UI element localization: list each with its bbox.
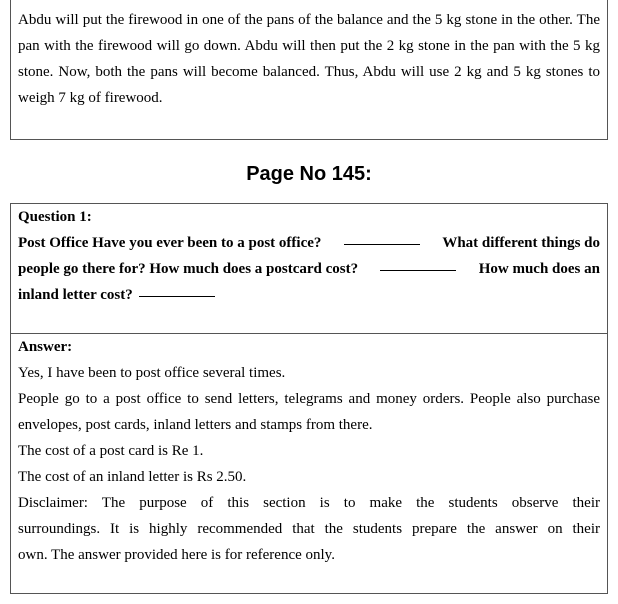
question-content: [18, 204, 600, 308]
answer-blank: [344, 230, 420, 245]
question-heading: [18, 204, 600, 230]
question-answer-table: [10, 203, 608, 594]
answer-line: Yes, I have been to post office several times.: [18, 365, 286, 381]
answer-line: The cost of a post card is Re 1.: [18, 443, 204, 459]
question-text: people go there for? How much does a postcard cost?: [18, 261, 359, 277]
question-text: How much does an: [478, 261, 600, 277]
paragraph-line: pan with the firewood will go down. Abdu will then put the 2 kg stone in the pan with the 5 kg: [18, 38, 600, 54]
disclaimer-line: surroundings. It is highly recommended that the students prepare the answer on their: [18, 521, 600, 537]
page-number-heading: Page No 145:: [246, 163, 372, 185]
question-line: [18, 230, 600, 256]
answer-line: The cost of an inland letter is Rs 2.50.: [18, 469, 247, 485]
paragraph-line: weigh 7 kg of firewood.: [18, 90, 163, 106]
answer-heading: Answer:: [18, 339, 73, 355]
question-text: inland letter cost?: [18, 287, 133, 303]
answer-line: envelopes, post cards, inland letters and stamps from there.: [18, 417, 373, 433]
question-text: Post Office Have you ever been to a post office?: [18, 235, 322, 251]
answer-content: [18, 334, 600, 568]
solution-paragraph: [18, 7, 600, 111]
answer-blank: [380, 256, 456, 271]
disclaimer-line: own. The answer provided here is for reference only.: [18, 547, 335, 563]
question-line: [18, 256, 600, 282]
question-line: [18, 282, 600, 308]
answer-cell: [11, 334, 607, 593]
disclaimer-line: Disclaimer: The purpose of this section is to make the students observe their: [18, 495, 600, 511]
question-text: What different things do: [442, 235, 600, 251]
paragraph-line: Abdu will put the firewood in one of the pans of the balance and the 5 kg stone in the other. The: [18, 12, 600, 28]
solution-continuation-box: [10, 0, 608, 140]
question-cell: [11, 204, 607, 334]
answer-blank: [139, 282, 215, 297]
answer-line: People go to a post office to send letters, telegrams and money orders. People also purchase: [18, 391, 600, 407]
paragraph-line: stone. Now, both the pans will become balanced. Thus, Abdu will use 2 kg and 5 kg stones to: [18, 64, 600, 80]
question-heading-text: Question 1:: [18, 209, 92, 225]
